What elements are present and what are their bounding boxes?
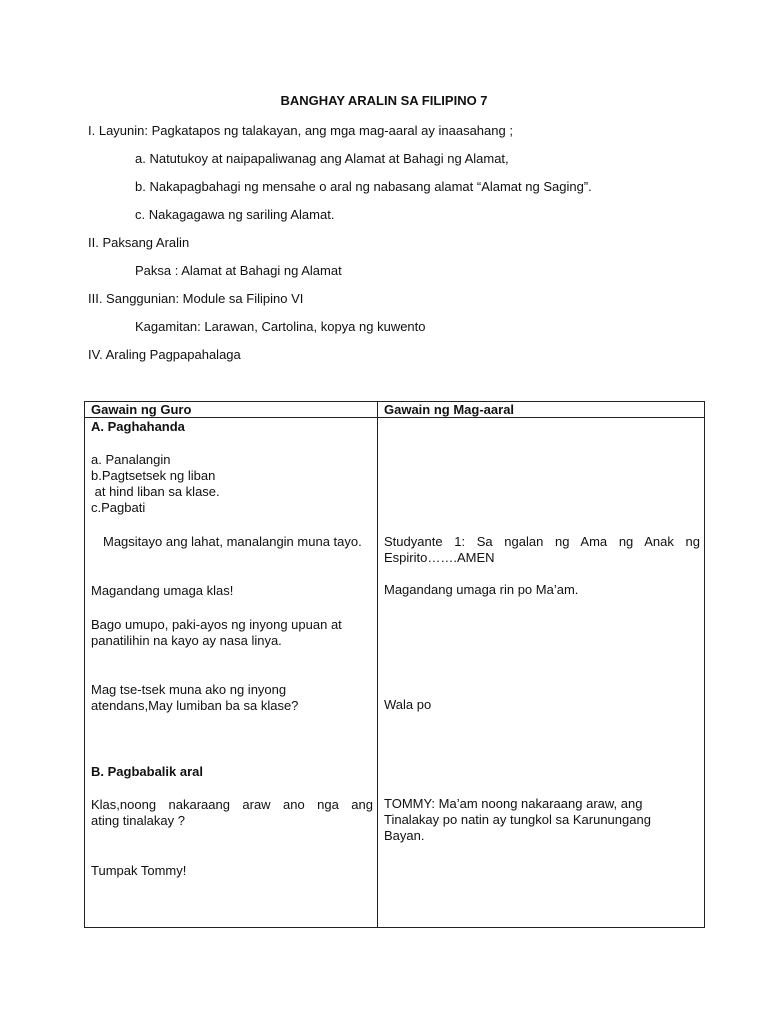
student-review-line: Bayan.	[384, 828, 425, 843]
subject-heading: II. Paksang Aralin	[88, 235, 190, 250]
section-a-heading: A. Paghahanda	[91, 419, 185, 434]
teacher-attendance-line: atendans,May lumiban ba sa klase?	[91, 698, 299, 713]
teacher-prayer-line: Magsitayo ang lahat, manalangin muna tayo.	[103, 534, 362, 549]
student-prayer-line: Studyante 1: Sa ngalan ng Ama ng Anak ng	[384, 534, 700, 549]
objective-item: b. Nakapagbahagi ng mensahe o aral ng nabasang alamat “Alamat ng Saging”.	[135, 179, 592, 194]
teacher-attendance-line: Mag tse-tsek muna ako ng inyong	[91, 682, 287, 697]
student-column-header: Gawain ng Mag-aaral	[378, 402, 705, 418]
student-review-line: Tinalakay po natin ay tungkol sa Karunungang	[384, 812, 651, 827]
objective-item: a. Natutukoy at naipapaliwanag ang Alamat at Bahagi ng Alamat,	[135, 151, 509, 166]
values-heading: IV. Araling Pagpapahalaga	[88, 347, 241, 362]
objectives-heading: I. Layunin: Pagkatapos ng talakayan, ang mga mag-aaral ay inaasahang ;	[88, 123, 513, 138]
step-item: at hind liban sa klase.	[91, 484, 220, 499]
subject-topic: Paksa : Alamat at Bahagi ng Alamat	[135, 263, 342, 278]
step-item: b.Pagtsetsek ng liban	[91, 468, 216, 483]
student-activities-cell	[378, 418, 705, 928]
teacher-review-line: ating tinalakay ?	[91, 813, 185, 828]
teacher-column-header: Gawain ng Guro	[85, 402, 378, 418]
teacher-arrange-line: Bago umupo, paki-ayos ng inyong upuan at	[91, 617, 342, 632]
student-greeting-line: Magandang umaga rin po Ma’am.	[384, 582, 579, 597]
step-item: a. Panalangin	[91, 452, 171, 467]
teacher-arrange-line: panatilihin na kayo ay nasa linya.	[91, 633, 282, 648]
student-prayer-line: Espirito…….AMEN	[384, 550, 495, 565]
teacher-activities-cell	[85, 418, 378, 928]
teacher-praise-line: Tumpak Tommy!	[91, 863, 187, 878]
lesson-table	[84, 401, 705, 928]
references-heading: III. Sanggunian: Module sa Filipino VI	[88, 291, 304, 306]
step-item: c.Pagbati	[91, 500, 146, 515]
document-title: BANGHAY ARALIN SA FILIPINO 7	[280, 93, 488, 108]
student-review-line: TOMMY: Ma’am noong nakaraang araw, ang	[384, 796, 643, 811]
materials-line: Kagamitan: Larawan, Cartolina, kopya ng kuwento	[135, 319, 426, 334]
teacher-greeting-line: Magandang umaga klas!	[91, 583, 234, 598]
teacher-review-line: Klas,noong nakaraang araw ano nga ang	[91, 797, 373, 812]
section-b-heading: B. Pagbabalik aral	[91, 764, 203, 779]
objective-item: c. Nakagagawa ng sariling Alamat.	[135, 207, 335, 222]
student-attendance-line: Wala po	[384, 697, 432, 712]
